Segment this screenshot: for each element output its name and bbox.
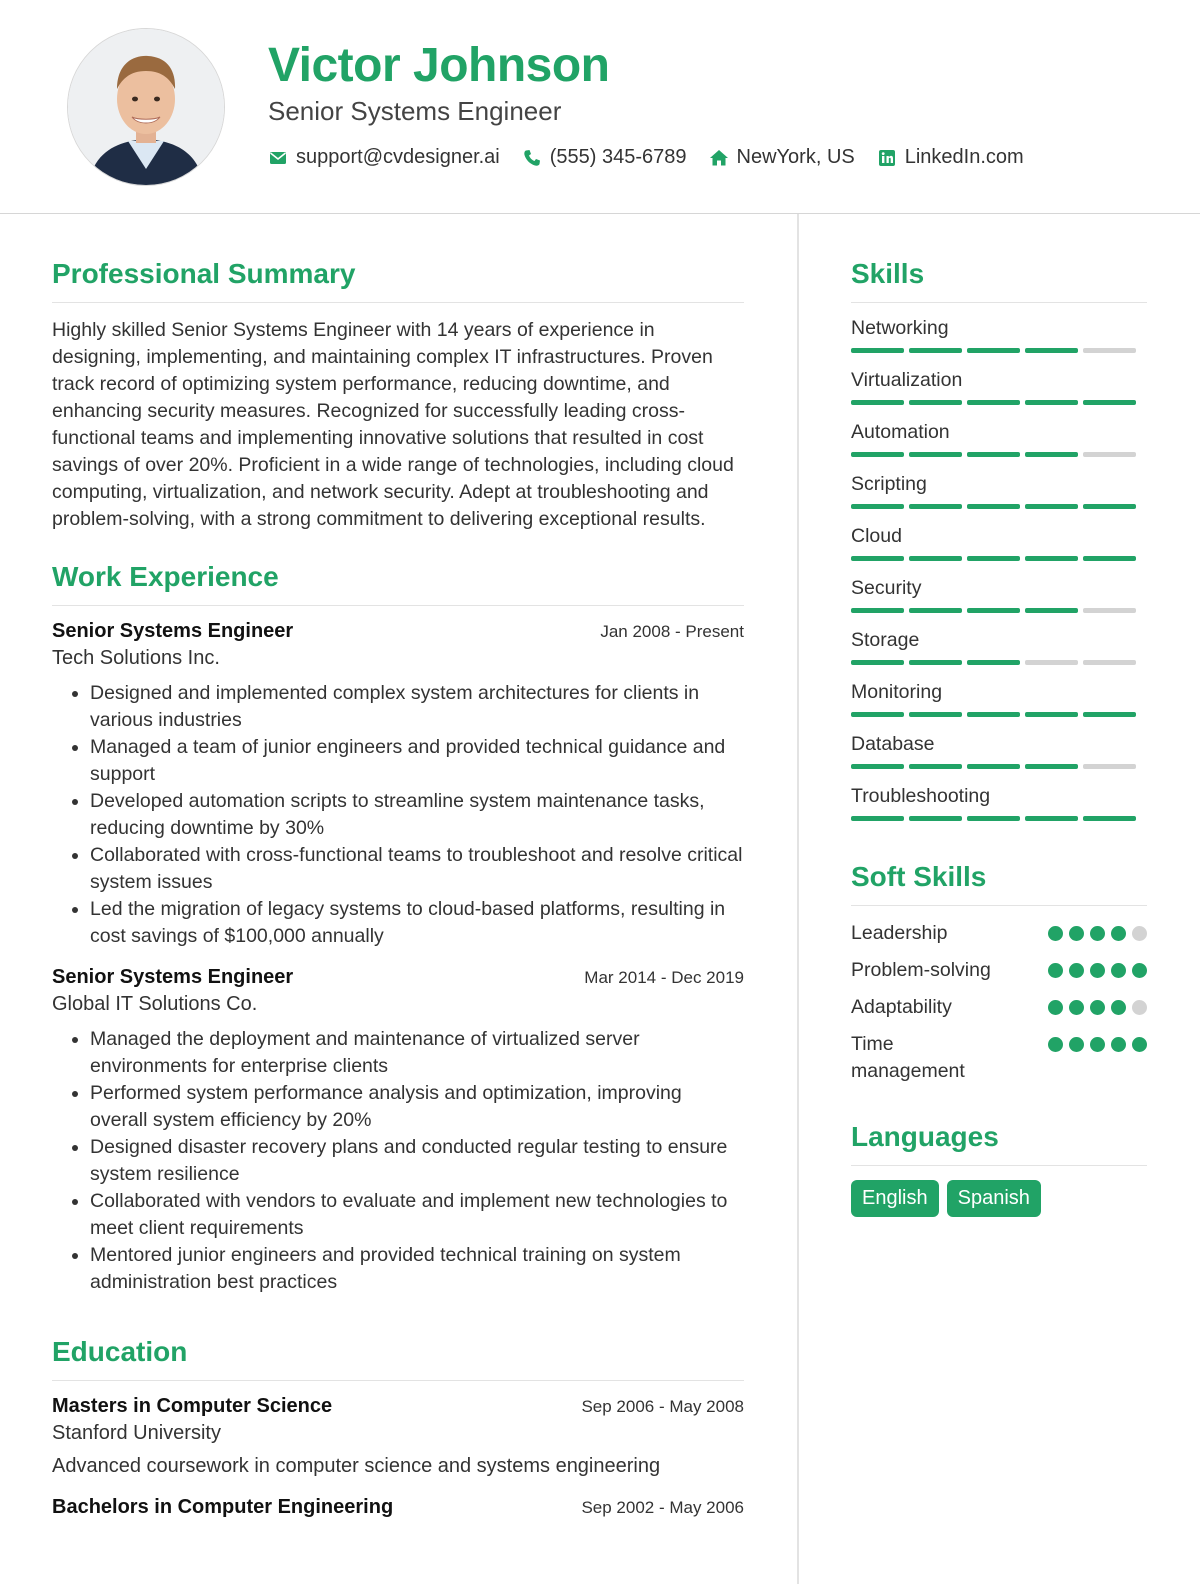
skill-level-bar — [851, 816, 1147, 821]
bullet-item: • Developed automation scripts to streamline system maintenance tasks, reducing downtime by 30% — [90, 788, 744, 842]
rating-dot — [1111, 926, 1126, 941]
profile-photo — [67, 28, 225, 186]
contact-linkedin-text: LinkedIn.com — [904, 146, 1024, 168]
rating-dot — [1048, 926, 1063, 941]
skill-level-segment — [1083, 764, 1136, 769]
rating-dot — [1069, 963, 1084, 978]
skill-item — [851, 629, 1147, 665]
contact-bar — [268, 146, 1024, 169]
rating-dot — [1090, 963, 1105, 978]
skill-level-segment — [967, 608, 1020, 613]
skill-item — [851, 421, 1147, 457]
soft-skill-label: Adaptability — [851, 996, 952, 1018]
skill-label: Scripting — [851, 473, 927, 495]
bullet-item: • Performed system performance analysis and optimization, improving overall system efficiency by 20% — [90, 1080, 744, 1134]
skill-label: Troubleshooting — [851, 785, 991, 807]
rating-dot — [1048, 1037, 1063, 1052]
skill-item — [851, 577, 1147, 613]
bullet-item: • Mentored junior engineers and provided technical training on system administration best practices — [90, 1242, 744, 1296]
skill-item — [851, 473, 1147, 509]
skill-level-bar — [851, 556, 1147, 561]
soft-skill-item — [851, 994, 1147, 1021]
candidate-name: Victor Johnson — [268, 39, 610, 92]
skill-level-segment — [1083, 452, 1136, 457]
skill-level-segment — [909, 452, 962, 457]
rating-dot — [1090, 1037, 1105, 1052]
skill-level-segment — [1025, 816, 1078, 821]
skills-list — [851, 317, 1147, 821]
bullet-item: • Managed the deployment and maintenance of virtualized server environments for enterprise clients — [90, 1026, 744, 1080]
language-tag: English — [851, 1180, 939, 1217]
education-heading: Education — [52, 1336, 744, 1381]
skill-level-segment — [1083, 816, 1136, 821]
bullet-item: • Designed and implemented complex system architectures for clients in various industries — [90, 680, 744, 734]
skill-level-segment — [909, 556, 962, 561]
skill-label: Automation — [851, 421, 950, 443]
skill-level-segment — [909, 764, 962, 769]
skill-level-segment — [967, 452, 1020, 457]
job-entry — [52, 620, 744, 950]
education-description: Advanced coursework in computer science and systems engineering — [52, 1455, 661, 1477]
skill-label: Security — [851, 577, 922, 599]
soft-skills-list — [851, 920, 1147, 1085]
skill-level-segment — [909, 400, 962, 405]
soft-skill-label: Time management — [851, 1033, 965, 1082]
contact-linkedin[interactable] — [877, 146, 1024, 169]
skill-label: Cloud — [851, 525, 902, 547]
home-icon — [709, 148, 729, 168]
envelope-icon — [268, 148, 288, 168]
job-role: Senior Systems Engineer — [52, 620, 294, 642]
contact-location — [709, 146, 855, 169]
skill-level-segment — [851, 608, 904, 613]
contact-phone-text: (555) 345-6789 — [549, 146, 687, 168]
linkedin-icon — [877, 148, 897, 168]
skill-level-segment — [967, 400, 1020, 405]
summary-text: Highly skilled Senior Systems Engineer with 14 years of experience in designing, implementing, and maintaining complex IT infrastructures. Proven track record of optimizing system performance, reducing downtime, and enhancing security measures. Recognized for successfully leading cross-functional teams and implementing innovative solutions that resulted in cost savings of over 20%. Proficient in a wide range of technologies, including cloud computing, virtualization, and network security. Adept at troubleshooting and problem-solving, with a strong commitment to delivering exceptional results. — [52, 319, 734, 530]
skill-level-segment — [851, 452, 904, 457]
job-bullets — [52, 680, 744, 950]
skill-level-bar — [851, 400, 1147, 405]
skill-level-segment — [851, 816, 904, 821]
rating-dot — [1132, 1037, 1147, 1052]
skill-level-bar — [851, 452, 1147, 457]
bullet-item: • Managed a team of junior engineers and provided technical guidance and support — [90, 734, 744, 788]
contact-phone[interactable] — [522, 146, 687, 169]
skill-level-segment — [1025, 452, 1078, 457]
soft-skill-label: Leadership — [851, 922, 948, 944]
contact-email[interactable] — [268, 146, 500, 169]
languages-list — [851, 1180, 1147, 1217]
language-tag: Spanish — [947, 1180, 1041, 1217]
skill-level-segment — [1025, 348, 1078, 353]
skill-item — [851, 369, 1147, 405]
soft-skill-item — [851, 1031, 1147, 1085]
skill-level-segment — [909, 712, 962, 717]
skill-label: Monitoring — [851, 681, 943, 703]
skill-level-segment — [967, 816, 1020, 821]
soft-skill-rating — [1048, 1037, 1147, 1052]
rating-dot — [1069, 926, 1084, 941]
summary-heading: Professional Summary — [52, 258, 744, 303]
rating-dot — [1090, 1000, 1105, 1015]
skills-heading: Skills — [851, 258, 1147, 303]
skill-level-segment — [909, 504, 962, 509]
contact-email-text: support@cvdesigner.ai — [296, 146, 500, 168]
skill-level-bar — [851, 764, 1147, 769]
skill-label: Networking — [851, 317, 949, 339]
skill-level-segment — [1083, 556, 1136, 561]
bullet-item: • Led the migration of legacy systems to cloud-based platforms, resulting in cost savings of $100,000 annually — [90, 896, 744, 950]
education-dates: Sep 2006 - May 2008 — [581, 1397, 744, 1416]
rating-dot — [1048, 963, 1063, 978]
skill-label: Database — [851, 733, 935, 755]
header-divider — [0, 213, 1200, 214]
rating-dot — [1132, 926, 1147, 941]
skill-level-bar — [851, 504, 1147, 509]
rating-dot — [1132, 963, 1147, 978]
skill-level-segment — [851, 764, 904, 769]
skill-level-segment — [1025, 556, 1078, 561]
skill-level-segment — [967, 712, 1020, 717]
skill-level-bar — [851, 660, 1147, 665]
bullet-item: • Collaborated with vendors to evaluate and implement new technologies to meet client requirements — [90, 1188, 744, 1242]
education-entry — [52, 1395, 744, 1478]
education-dates: Sep 2002 - May 2006 — [581, 1498, 744, 1517]
rating-dot — [1069, 1037, 1084, 1052]
job-entry — [52, 966, 744, 1296]
skill-item — [851, 317, 1147, 353]
rating-dot — [1132, 1000, 1147, 1015]
rating-dot — [1090, 926, 1105, 941]
languages-heading: Languages — [851, 1121, 1147, 1166]
skill-level-segment — [909, 348, 962, 353]
skill-level-segment — [1025, 400, 1078, 405]
skill-item — [851, 785, 1147, 821]
skill-level-segment — [1025, 504, 1078, 509]
school-name: Stanford University — [52, 1422, 221, 1444]
skill-level-segment — [967, 348, 1020, 353]
education-entry — [52, 1496, 744, 1519]
rating-dot — [1111, 1037, 1126, 1052]
skill-level-segment — [1083, 660, 1136, 665]
column-divider — [797, 214, 799, 1584]
skill-item — [851, 681, 1147, 717]
candidate-title: Senior Systems Engineer — [268, 96, 562, 126]
bullet-item: • Designed disaster recovery plans and conducted regular testing to ensure system resilience — [90, 1134, 744, 1188]
skill-level-segment — [967, 764, 1020, 769]
rating-dot — [1111, 963, 1126, 978]
job-company: Global IT Solutions Co. — [52, 993, 258, 1015]
soft-skill-rating — [1048, 926, 1147, 941]
skill-level-segment — [851, 660, 904, 665]
skill-level-segment — [967, 556, 1020, 561]
job-bullets — [52, 1026, 744, 1296]
rating-dot — [1048, 1000, 1063, 1015]
skill-level-segment — [851, 712, 904, 717]
skill-level-segment — [1083, 608, 1136, 613]
experience-heading: Work Experience — [52, 561, 744, 606]
skill-label: Virtualization — [851, 369, 963, 391]
avatar — [68, 29, 224, 185]
bullet-item: • Collaborated with cross-functional teams to troubleshoot and resolve critical system issues — [90, 842, 744, 896]
soft-skill-rating — [1048, 963, 1147, 978]
skill-level-segment — [1025, 712, 1078, 717]
rating-dot — [1111, 1000, 1126, 1015]
job-dates: Jan 2008 - Present — [600, 622, 744, 641]
skill-item — [851, 525, 1147, 561]
degree-name: Bachelors in Computer Engineering — [52, 1496, 394, 1518]
skill-level-segment — [1083, 400, 1136, 405]
degree-name: Masters in Computer Science — [52, 1395, 333, 1417]
phone-icon — [522, 148, 542, 168]
soft-skills-heading: Soft Skills — [851, 861, 1147, 906]
rating-dot — [1069, 1000, 1084, 1015]
soft-skill-item — [851, 957, 1147, 984]
skill-level-segment — [851, 348, 904, 353]
skill-level-segment — [909, 608, 962, 613]
job-company: Tech Solutions Inc. — [52, 647, 220, 669]
skill-level-segment — [967, 660, 1020, 665]
soft-skill-label: Problem-solving — [851, 959, 991, 981]
skill-level-segment — [1025, 660, 1078, 665]
skill-level-segment — [851, 556, 904, 561]
skill-level-segment — [909, 816, 962, 821]
main-column — [52, 258, 744, 1529]
soft-skill-item — [851, 920, 1147, 947]
skill-level-segment — [1083, 504, 1136, 509]
skill-level-segment — [851, 400, 904, 405]
skill-level-bar — [851, 712, 1147, 717]
skill-label: Storage — [851, 629, 920, 651]
skill-level-segment — [1083, 712, 1136, 717]
skill-level-segment — [1083, 348, 1136, 353]
skill-level-bar — [851, 348, 1147, 353]
job-role: Senior Systems Engineer — [52, 966, 294, 988]
skill-level-segment — [967, 504, 1020, 509]
skill-level-segment — [1025, 608, 1078, 613]
contact-location-text: NewYork, US — [736, 146, 855, 168]
skill-item — [851, 733, 1147, 769]
job-dates: Mar 2014 - Dec 2019 — [584, 968, 744, 987]
skill-level-segment — [851, 504, 904, 509]
sidebar-column — [851, 258, 1147, 1217]
skill-level-bar — [851, 608, 1147, 613]
soft-skill-rating — [1048, 1000, 1147, 1015]
skill-level-segment — [1025, 764, 1078, 769]
skill-level-segment — [909, 660, 962, 665]
